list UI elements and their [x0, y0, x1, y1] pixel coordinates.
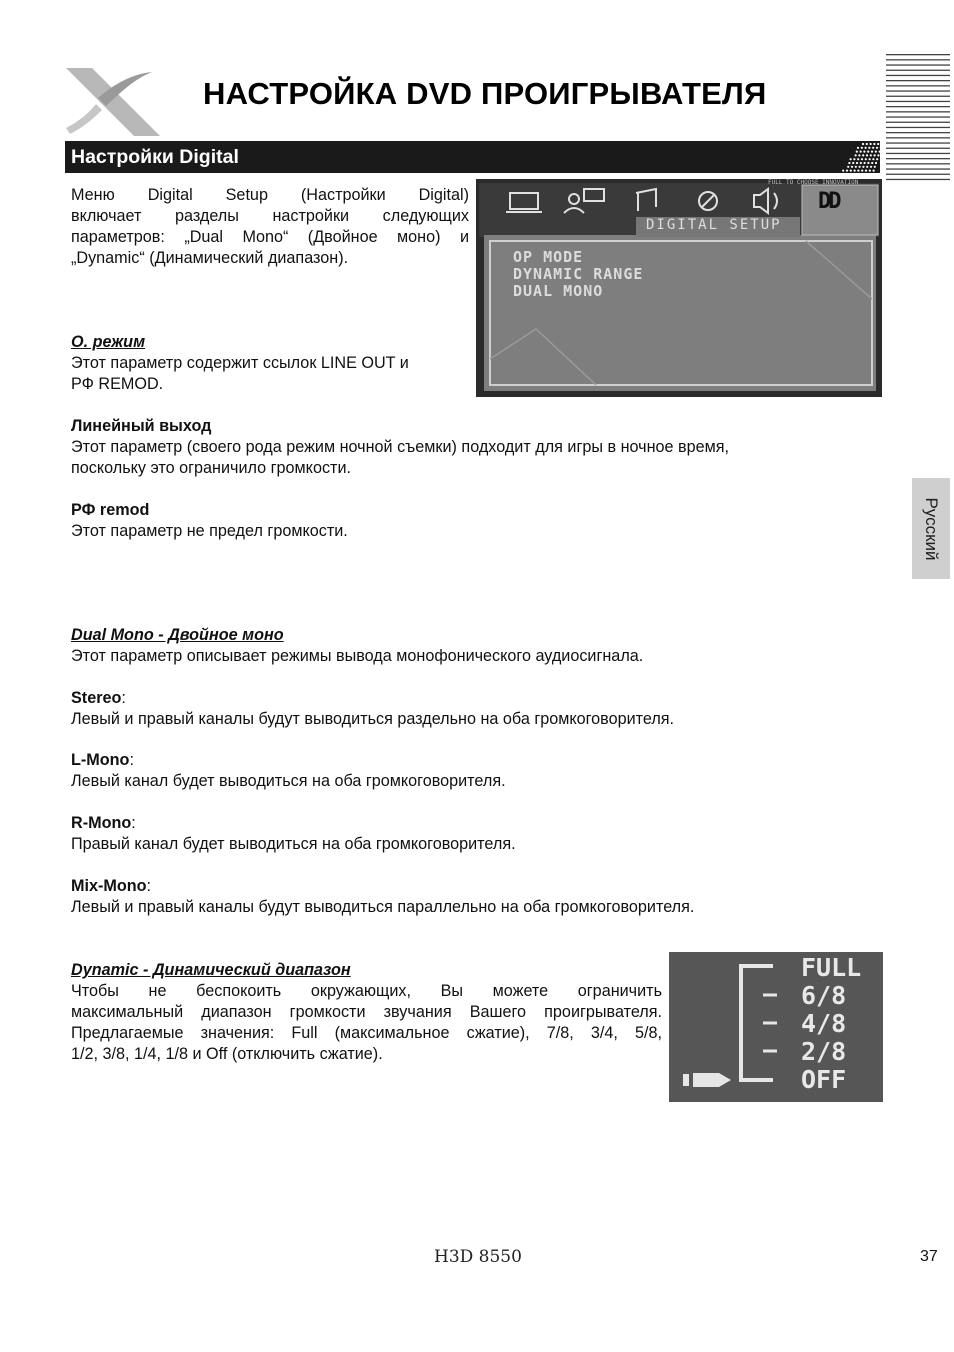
intro-line: „Dynamic“ (Динамический диапазон).	[71, 249, 349, 267]
bar-dot	[866, 154, 868, 156]
bar-dot	[865, 158, 867, 160]
dual-mono-option-heading	[71, 750, 134, 771]
bar-dot	[857, 147, 859, 149]
rf-remod-heading: РФ remod	[71, 501, 150, 519]
bar-dot	[862, 166, 864, 168]
dual-mono-heading	[71, 625, 284, 646]
option-colon: :	[129, 751, 134, 769]
section-title: Настройки Digital	[71, 146, 239, 168]
line-out-text	[71, 437, 861, 479]
op-mode-line: РФ REMOD.	[71, 375, 164, 393]
digital-setup-screenshot	[476, 179, 882, 397]
bar-dot	[865, 170, 867, 172]
stripe-line	[886, 158, 950, 159]
dual-mono-option-description: Правый канал будет выводиться на оба громкоговорителя.	[71, 835, 516, 853]
dynamic-range-level: 6/8	[801, 981, 847, 1010]
dual-mono-option-description: Левый и правый каналы будут выводиться параллельно на оба громкоговорителя.	[71, 898, 695, 916]
language-tab-label: Русский	[922, 496, 941, 561]
stripe-line	[886, 90, 950, 91]
bar-dot	[848, 162, 850, 164]
intro-line: включает разделы настройки следующих	[71, 207, 469, 225]
stripe-line	[886, 54, 950, 55]
op-mode-line: Этот параметр содержит ссылок LINE OUT и	[71, 354, 409, 372]
bar-dot	[850, 158, 852, 160]
bar-dot	[873, 170, 875, 172]
bar-dot	[842, 170, 844, 172]
dynamic-range-levels	[801, 954, 861, 1094]
bar-dot	[870, 166, 872, 168]
dual-mono-option-description: Левый канал будет выводиться на оба громкоговорителя.	[71, 772, 506, 790]
bar-dot	[872, 158, 874, 160]
osd-menu-item: DUAL MONO	[513, 282, 604, 300]
rf-remod-text: Этот параметр не предел громкости.	[71, 522, 348, 540]
op-mode-text	[71, 353, 471, 395]
section-bar-dots	[840, 141, 884, 173]
bar-dot	[860, 151, 862, 153]
stripe-line	[886, 122, 950, 123]
line-out-line: Этот параметр (своего рода режим ночной съемки) подходит для игры в ночное время,	[71, 438, 730, 456]
intro-line: Меню Digital Setup (Настройки Digital)	[71, 186, 469, 204]
op-mode-heading	[71, 332, 145, 353]
bar-dot	[870, 143, 872, 145]
bar-dot	[866, 143, 868, 145]
dynamic-heading-text: Dynamic - Динамический диапазон	[71, 961, 351, 979]
dual-mono-text: Этот параметр описывает режимы вывода монофонического аудиосигнала.	[71, 647, 644, 665]
dynamic-line: Предлагаемые значения: Full (максимальное сжатие), 7/8, 3/4, 5/8,	[71, 1024, 662, 1042]
stripe-line	[886, 137, 950, 138]
stripe-line	[886, 75, 950, 76]
option-name: Mix-Mono	[71, 877, 147, 895]
dual-mono-heading-text: Dual Mono - Двойное моно	[71, 626, 284, 644]
osd-menu-list	[513, 249, 643, 300]
bar-dot	[855, 166, 857, 168]
bar-dot	[867, 151, 869, 153]
option-colon: :	[121, 689, 126, 707]
stripe-line	[886, 70, 950, 71]
dynamic-range-level: OFF	[801, 1065, 847, 1094]
bar-dot	[852, 162, 854, 164]
bar-dot	[863, 151, 865, 153]
bar-dot	[879, 151, 881, 153]
bar-dot	[846, 170, 848, 172]
bar-dot	[881, 143, 883, 145]
bar-dot	[864, 162, 866, 164]
bar-dot	[855, 154, 857, 156]
bar-dot	[870, 154, 872, 156]
stripe-line	[886, 111, 950, 112]
stripe-line	[886, 64, 950, 65]
bar-dot	[862, 143, 864, 145]
bar-dot	[856, 162, 858, 164]
page-title: НАСТРОЙКА DVD ПРОИГРЫВАТЕЛЯ	[203, 76, 767, 111]
bar-dot	[871, 151, 873, 153]
intro-paragraph	[71, 185, 469, 269]
dynamic-range-level: 2/8	[801, 1037, 847, 1066]
stripe-line	[886, 116, 950, 117]
bar-dot	[872, 147, 874, 149]
bar-dot	[875, 162, 877, 164]
option-name: Stereo	[71, 689, 122, 707]
stripe-line	[886, 85, 950, 86]
osd-banner: DIGITAL SETUP	[646, 217, 782, 233]
bar-dot	[867, 162, 869, 164]
language-tab	[912, 478, 950, 579]
bar-dot	[877, 143, 879, 145]
intro-line: параметров: „Dual Mono“ (Двойное моно) и	[71, 228, 469, 246]
stripe-line	[886, 101, 950, 102]
page-number: 37	[920, 1248, 938, 1265]
bar-dot	[871, 162, 873, 164]
decorative-stripes	[886, 52, 950, 182]
bar-dot	[868, 147, 870, 149]
bar-dot	[858, 154, 860, 156]
bar-dot	[880, 147, 882, 149]
dynamic-range-screenshot	[669, 952, 883, 1102]
bar-dot	[869, 170, 871, 172]
bar-dot	[861, 170, 863, 172]
osd-menu-item: OP MODE	[513, 248, 584, 266]
stripe-line	[886, 163, 950, 164]
bar-dot	[873, 143, 875, 145]
osd-tiny-caption: FULL TO CHOOSE INNOVATION	[768, 179, 859, 186]
dual-mono-option-heading	[71, 813, 136, 834]
stripe-line	[886, 132, 950, 133]
stripe-line	[886, 106, 950, 107]
line-out-line: поскольку это ограничило громкости.	[71, 459, 351, 477]
dual-mono-option-heading	[71, 876, 151, 897]
dynamic-line: Чтобы не беспокоить окружающих, Вы можете ограничить	[71, 982, 662, 1000]
bar-dot	[857, 170, 859, 172]
bar-dot	[853, 158, 855, 160]
stripe-line	[886, 153, 950, 154]
bar-dot	[877, 154, 879, 156]
bar-dot	[857, 158, 859, 160]
stripe-line	[886, 179, 950, 180]
dynamic-line: максимальный диапазон громкости звучания Вашего проигрывателя.	[71, 1003, 662, 1021]
osd-menu-item: DYNAMIC RANGE	[513, 265, 644, 283]
bar-dot	[866, 166, 868, 168]
stripe-line	[886, 142, 950, 143]
bar-dot	[860, 162, 862, 164]
stripe-line	[886, 59, 950, 60]
stripe-line	[886, 96, 950, 97]
brand-x-logo	[62, 66, 162, 138]
dynamic-range-level: 4/8	[801, 1009, 847, 1038]
stripe-line	[886, 168, 950, 169]
bar-dot	[876, 147, 878, 149]
bar-dot	[865, 147, 867, 149]
dolby-icon: DD	[818, 189, 839, 214]
bar-dot	[850, 170, 852, 172]
bar-dot	[859, 166, 861, 168]
dual-mono-option-heading	[71, 688, 126, 709]
dynamic-range-level: FULL	[801, 953, 862, 982]
bar-dot	[869, 158, 871, 160]
dynamic-paragraph	[71, 981, 662, 1065]
bar-dot	[861, 158, 863, 160]
bar-dot	[874, 166, 876, 168]
bar-dot	[854, 170, 856, 172]
line-out-heading: Линейный выход	[71, 417, 212, 435]
bar-dot	[862, 154, 864, 156]
op-mode-heading-text: О. режим	[71, 333, 146, 351]
stripe-line	[886, 127, 950, 128]
stripe-line	[886, 148, 950, 149]
option-name: L-Mono	[71, 751, 130, 769]
stripe-line	[886, 80, 950, 81]
stripe-line	[886, 174, 950, 175]
bar-dot	[876, 158, 878, 160]
dynamic-heading	[71, 960, 351, 981]
bar-dot	[861, 147, 863, 149]
bar-dot	[851, 166, 853, 168]
dual-mono-option-description: Левый и правый каналы будут выводиться раздельно на оба громкоговорителя.	[71, 710, 675, 728]
option-name: R-Mono	[71, 814, 132, 832]
bar-dot	[856, 151, 858, 153]
bar-dot	[847, 166, 849, 168]
bar-dot	[874, 154, 876, 156]
dynamic-line: 1/2, 3/8, 1/4, 1/8 и Off (отключить сжатие).	[71, 1045, 383, 1063]
option-colon: :	[131, 814, 136, 832]
bar-dot	[875, 151, 877, 153]
footer-model-name: H3D 8550	[434, 1247, 522, 1267]
option-colon: :	[146, 877, 152, 895]
